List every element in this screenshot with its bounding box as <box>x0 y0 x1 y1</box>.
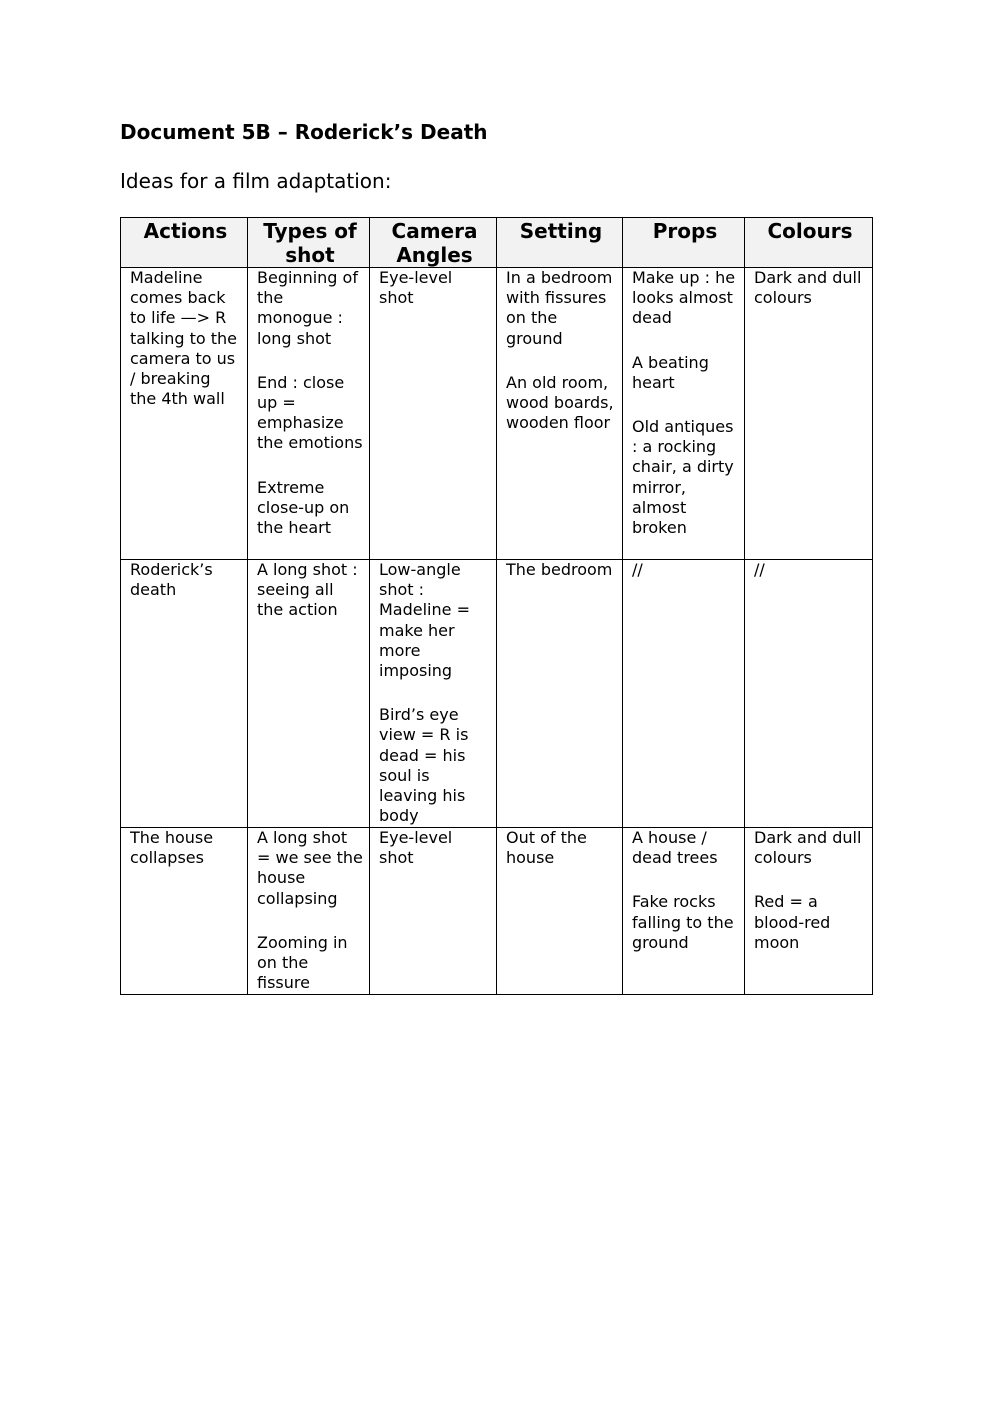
cell-text: Dark and dull colours <box>754 268 862 308</box>
cell-colours <box>745 268 873 560</box>
cell-text: The bedroom <box>506 560 613 579</box>
cell-actions <box>121 560 248 828</box>
table-header-row <box>121 218 873 268</box>
header-props: Props <box>623 218 745 268</box>
cell-actions <box>121 268 248 560</box>
cell-text: Red = a blood-red moon <box>754 892 831 952</box>
cell-camera-angles <box>370 828 497 995</box>
cell-props <box>623 560 745 828</box>
header-colours: Colours <box>745 218 873 268</box>
cell-colours <box>745 828 873 995</box>
cell-shot-types <box>248 560 370 828</box>
header-setting: Setting <box>497 218 623 268</box>
cell-text: Extreme close-up on the heart <box>257 477 350 538</box>
film-adaptation-table <box>120 217 873 995</box>
table-row <box>121 268 873 560</box>
page-title: Document 5B – Roderick’s Death <box>120 120 488 144</box>
cell-text: Eye-level shot <box>379 828 453 868</box>
cell-text: A long shot : seeing all the action <box>257 560 358 620</box>
cell-text: // <box>754 560 765 579</box>
cell-props <box>623 268 745 560</box>
cell-text: Low-angle shot : Madeline = make her more imposing <box>379 560 470 681</box>
page-subtitle: Ideas for a film adaptation: <box>120 169 392 193</box>
cell-text: Make up : he looks almost dead <box>632 268 736 328</box>
cell-text: A house / dead trees <box>632 828 718 868</box>
cell-text: Eye-level shot <box>379 268 453 308</box>
cell-props <box>623 828 745 995</box>
cell-text: Fake rocks falling to the ground <box>632 892 734 952</box>
cell-text: An old room, wood boards, wooden floor <box>506 372 614 433</box>
cell-actions <box>121 828 248 995</box>
cell-text: Madeline comes back to life —> R talking to the camera to us / breaking the 4th wall <box>130 268 238 409</box>
cell-camera-angles <box>370 560 497 828</box>
cell-text: Dark and dull colours <box>754 828 862 868</box>
cell-colours <box>745 560 873 828</box>
cell-text: // <box>632 560 643 579</box>
cell-text: Old antiques : a rocking chair, a dirty mirror, almost broken <box>632 417 734 538</box>
table-row <box>121 828 873 995</box>
cell-text: Beginning of the monogue : long shot <box>257 268 358 348</box>
table-row <box>121 560 873 828</box>
cell-text: The house collapses <box>130 828 214 868</box>
cell-setting <box>497 828 623 995</box>
header-types-of-shot: Types of shot <box>248 218 370 268</box>
cell-setting <box>497 268 623 560</box>
cell-text: A beating heart <box>632 352 709 392</box>
cell-text: Bird’s eye view = R is dead = his soul is leaving his body <box>379 705 469 826</box>
cell-text: A long shot = we see the house collapsing <box>257 828 363 908</box>
cell-text: Roderick’s death <box>130 560 213 600</box>
cell-text: In a bedroom with fissures on the ground <box>506 268 613 348</box>
header-camera-angles: Camera Angles <box>370 218 497 268</box>
header-actions: Actions <box>121 218 248 268</box>
cell-shot-types <box>248 828 370 995</box>
cell-camera-angles <box>370 268 497 560</box>
cell-text: Out of the house <box>506 828 587 868</box>
cell-text: End : close up = emphasize the emotions <box>257 372 363 453</box>
cell-shot-types <box>248 268 370 560</box>
cell-setting <box>497 560 623 828</box>
cell-text: Zooming in on the fissure <box>257 932 348 993</box>
